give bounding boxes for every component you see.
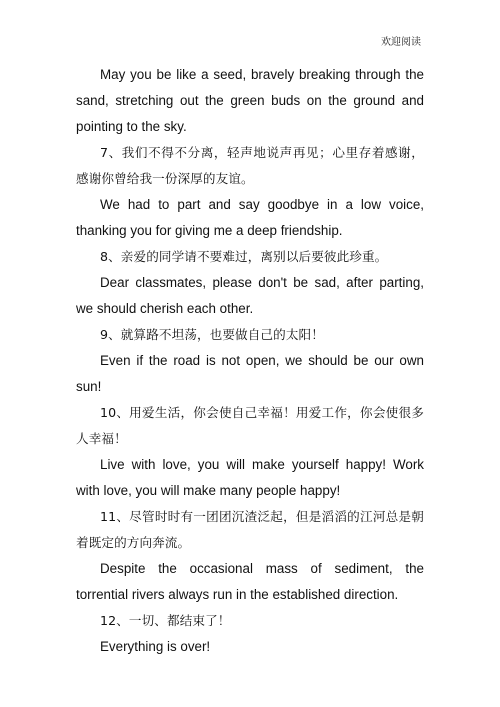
paragraph-cn-11: 11、尽管时时有一团团沉渣泛起，但是滔滔的江河总是朝着既定的方向奔流。 — [76, 509, 424, 550]
paragraph-cn-10: 10、用爱生活，你会使自己幸福！用爱工作，你会使很多人幸福！ — [76, 405, 424, 446]
paragraph-en-10: Live with love, you will make yourself happy! Work with love, you will make many people happy! — [76, 457, 424, 498]
paragraph-en-11: Despite the occasional mass of sediment, the torrential rivers always run in the established direction. — [76, 561, 424, 602]
page-header-label: 欢迎阅读 — [381, 37, 421, 48]
paragraph-en-9: Even if the road is not open, we should be our own sun! — [76, 353, 424, 394]
paragraph-en-seed: May you be like a seed, bravely breaking through the sand, stretching out the green buds on the ground and pointing to the sky. — [76, 67, 424, 134]
paragraph-cn-9: 9、就算路不坦荡，也要做自己的太阳！ — [100, 327, 324, 342]
paragraph-en-12: Everything is over! — [100, 639, 211, 654]
paragraph-cn-7: 7、我们不得不分离，轻声地说声再见；心里存着感谢，感谢你曾给我一份深厚的友谊。 — [76, 145, 424, 186]
paragraph-en-7: We had to part and say goodbye in a low voice, thanking you for giving me a deep friendship. — [76, 197, 424, 238]
paragraph-cn-8: 8、亲爱的同学请不要难过，离别以后要彼此珍重。 — [100, 249, 388, 264]
paragraph-cn-12: 12、一切、都结束了！ — [100, 613, 231, 628]
paragraph-en-8: Dear classmates, please don't be sad, after parting, we should cherish each other. — [76, 275, 424, 316]
document-body — [76, 62, 424, 660]
